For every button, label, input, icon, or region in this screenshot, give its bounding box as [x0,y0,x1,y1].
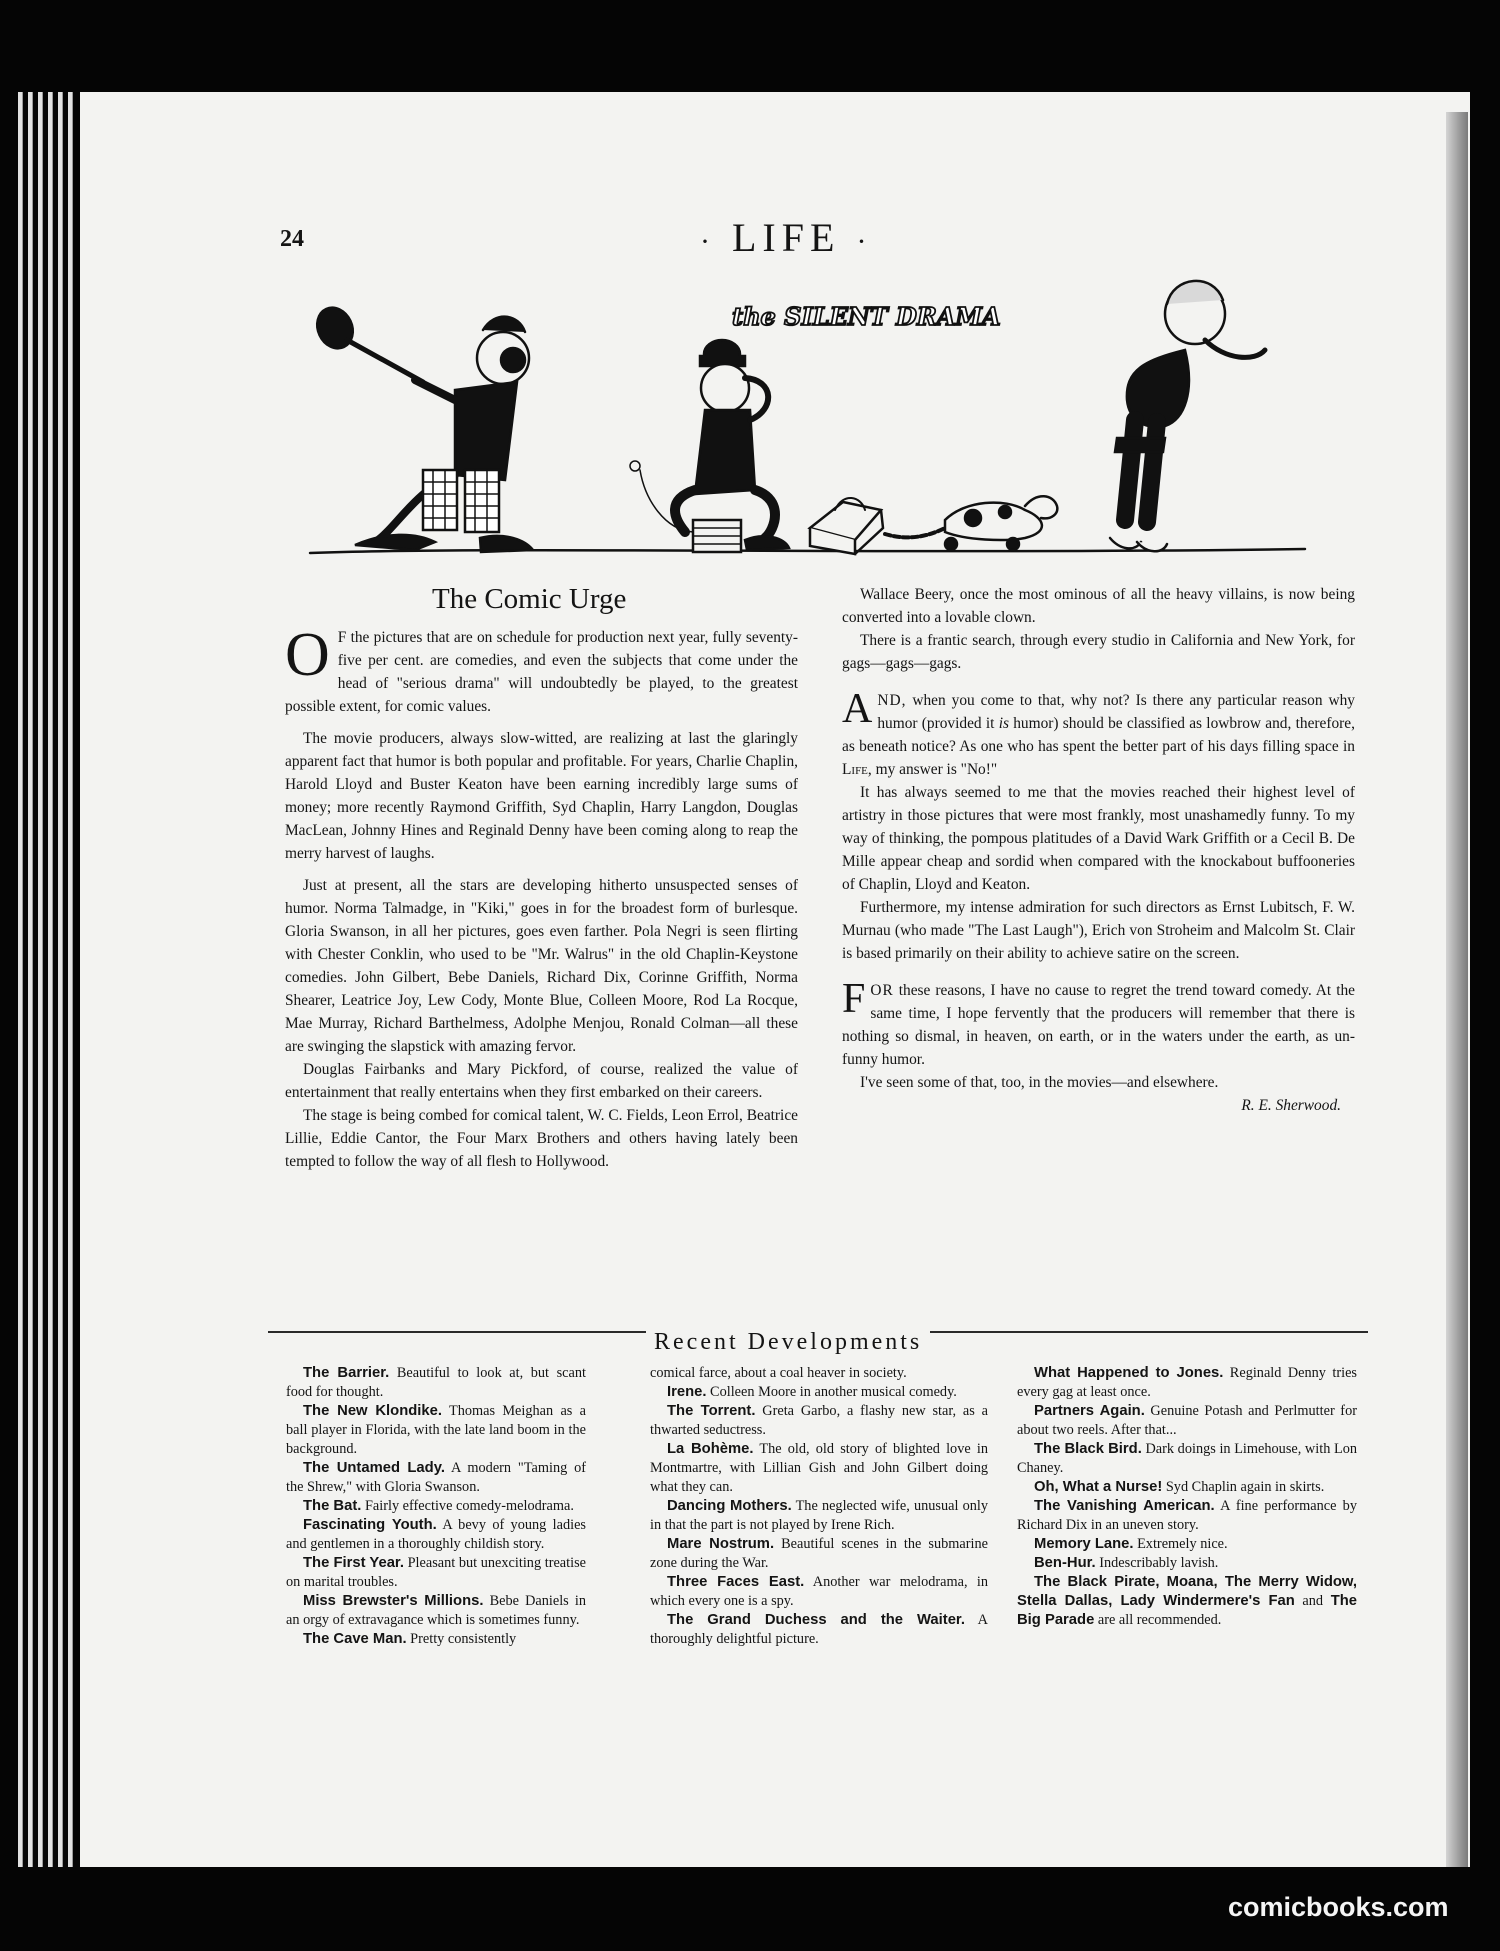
review-item [286,1630,586,1649]
review-film-title: Fascinating Youth. [303,1517,437,1533]
author-signature: R. E. Sherwood. [1241,1097,1341,1114]
page-number: 24 [280,226,304,252]
review-item [650,1364,988,1383]
review-film-title: The Untamed Lady. [303,1460,445,1476]
review-text: Greta Garbo, a flashy new star, as a thwarted seductress. [650,1403,988,1438]
review-text: A thoroughly delightful picture. [650,1612,988,1647]
recent-developments-title: Recent Developments [646,1329,930,1356]
review-film-title: The Bat. [303,1498,362,1514]
article-paragraph: Douglas Fairbanks and Mary Pickford, of course, realized the value of entertainment that really entertains when they first embarked on their careers. [285,1061,798,1101]
review-item [1017,1440,1357,1478]
drop-cap: O [285,621,330,689]
review-text: Bebe Daniels in an orgy of extravagance which is sometimes funny. [286,1593,586,1628]
review-text: Reginald Denny tries every gag at least once. [1017,1365,1357,1400]
review-text: Syd Chaplin again in skirts. [1162,1479,1325,1495]
review-item [650,1497,988,1535]
review-film-title: La Bohème. [667,1441,754,1457]
review-text: Beautiful to look at, but scant food for thought. [286,1365,586,1400]
article-title: The Comic Urge [432,583,627,615]
dog [945,496,1057,550]
review-item [286,1459,586,1497]
review-film-title: The Barrier. [303,1365,390,1381]
review-text: Indescribably lavish. [1095,1555,1219,1571]
review-film-title: Dancing Mothers. [667,1498,792,1514]
page-edge [68,92,73,1867]
review-text: comical farce, about a coal heaver in society. [650,1365,907,1381]
review-text: Another war melodrama, in which every one is a spy. [650,1574,988,1609]
review-item [650,1440,988,1497]
review-item [286,1402,586,1459]
review-item [286,1364,586,1402]
review-text: Fairly effective comedy-melodrama. [361,1498,574,1514]
article-column-right [842,583,1355,1117]
review-item [650,1535,988,1573]
review-film-title: Three Faces East. [667,1574,805,1590]
article-paragraph: Furthermore, my intense admiration for such directors as Ernst Lubitsch, F. W. Murnau (who made "The Last Laugh"), Erich von Stroheim and Malcolm St. Clair is based primarily on their ability to achieve satire on the screen. [842,899,1355,962]
review-text: Beautiful scenes in the submarine zone during the War. [650,1536,988,1571]
bowler-comedian [630,340,789,552]
drop-cap: A [842,686,873,732]
cartoon-illustration [305,270,1315,560]
review-text: The old, old story of blighted love in Montmartre, with Lillian Gish and John Gilbert doing what they can. [650,1441,988,1495]
article-paragraph: It has always seemed to me that the movies reached their highest level of artistry in those pictures that were most frankly, most unashamedly funny. To my way of thinking, the pompous platitudes of a David Wark Griffith or a Cecil B. De Mille appear cheap and sordid when compared with the knockabout buffooneries of Chaplin, Lloyd and Keaton. [842,784,1355,893]
review-text: A bevy of young ladies and gentlemen in a thoroughly childish story. [286,1517,586,1552]
article-paragraph: The stage is being combed for comical talent, W. C. Fields, Leon Errol, Beatrice Lillie, Eddie Cantor, the Four Marx Brothers and others having lately been tempted to follow the way of all flesh to Hollywood. [285,1107,798,1170]
toolbox [810,498,945,554]
article-paragraph: AND, when you come to that, why not? Is there any particular reason why humor (provided it is humor) should be classified as lowbrow and, therefore, as beneath notice? As one who has spent the better part of his days filling space in Life, my answer is "No!" [842,686,1355,778]
article-paragraph: There is a frantic search, through every studio in California and New York, for gags—gags—gags. [842,632,1355,672]
review-film-title: Ben-Hur. [1034,1555,1096,1571]
reviews-column-2 [650,1364,988,1649]
review-film-title: The Vanishing American. [1034,1498,1215,1514]
section-title-text: the SILENT DRAMA [732,302,1001,331]
page-edge [38,92,43,1867]
review-item [1017,1402,1357,1440]
review-item [1017,1364,1357,1402]
review-film-title: What Happened to Jones. [1034,1365,1224,1381]
review-item [286,1592,586,1630]
review-film-title: Partners Again. [1034,1403,1145,1419]
review-film-title: Irene. [667,1384,707,1400]
reviews-column-3 [1017,1364,1357,1630]
page-edge [48,92,53,1867]
article-paragraph: Just at present, all the stars are developing hitherto unsuspected senses of humor. Norma Talmadge, in "Kiki," goes in for the broadest form of burlesque. Gloria Swanson, in all her pictures, goes even farther. Pola Negri is seen flirting with Chester Conklin, who used to be "Mr. Walrus" in the old Chaplin-Keystone comedies. John Gilbert, Bebe Daniels, Richard Dix, Corinne Griffith, Norma Shearer, Leatrice Joy, Lew Cody, Monte Blue, Colleen Moore, Rod La Rocque, Mae Murray, Richard Barthelmess, Adolphe Menjou, Ronald Colman—all these are swinging the slapstick with amazing fervor. [285,877,798,1055]
review-item [286,1554,586,1592]
review-film-title: The Torrent. [667,1403,756,1419]
review-film-title: The First Year. [303,1555,404,1571]
review-item: The Black Pirate, Moana, The Merry Widow, Stella Dallas, Lady Windermere's Fan and The Big Parade are all recommended. [1017,1574,1357,1628]
review-text: Colleen Moore in another musical comedy. [706,1384,957,1400]
review-item [286,1516,586,1554]
review-film-title: The Grand Duchess and the Waiter. [667,1612,965,1628]
masthead: · LIFE · [700,215,873,260]
review-text: Thomas Meighan as a ball player in Florida, with the late land boom in the background. [286,1403,586,1457]
page-edge [58,92,63,1867]
article-column-left [285,621,798,1173]
article-paragraph: O F the pictures that are on schedule for production next year, fully seventy-five per cent. are comedies, and even the subjects that come under the head of "serious drama" will undoubtedly be played, to the greatest possible extent, for comic values. [285,621,798,715]
review-item [1017,1554,1357,1573]
review-film-title: Memory Lane. [1034,1536,1134,1552]
article-paragraph: Wallace Beery, once the most ominous of all the heavy villains, is now being converted into a lovable clown. [842,586,1355,626]
review-film-title: Mare Nostrum. [667,1536,775,1552]
review-item [650,1573,988,1611]
review-item [650,1383,988,1402]
review-text: Extremely nice. [1133,1536,1228,1552]
review-film-title: Oh, What a Nurse! [1034,1479,1163,1495]
review-item [1017,1478,1357,1497]
page-edge [18,92,23,1867]
review-item [650,1402,988,1440]
reviews-column-1 [286,1364,586,1649]
swimmer [1110,281,1265,551]
review-text: Pleasant but unexciting treatise on marital troubles. [286,1555,586,1590]
review-item [650,1611,988,1649]
review-film-title: The Cave Man. [303,1631,407,1647]
drop-cap: F [842,976,866,1022]
review-item [1017,1535,1357,1554]
article-paragraph: FOR these reasons, I have no cause to regret the trend toward comedy. At the same time, I hope fervently that the producers will remember that there is nothing so dismal, in heaven, on earth, or in the waters under the earth, as un-funny humor. [842,976,1355,1068]
review-item [286,1497,586,1516]
review-item [1017,1497,1357,1535]
review-text: Dark doings in Limehouse, with Lon Chaney. [1017,1441,1358,1476]
article-paragraph: I've seen some of that, too, in the movies—and elsewhere. [860,1074,1219,1091]
review-film-title: Miss Brewster's Millions. [303,1593,484,1609]
review-text: A fine performance by Richard Dix in an uneven story. [1017,1498,1357,1533]
review-text: Pretty consistently [406,1631,517,1647]
review-film-title: The Black Bird. [1034,1441,1142,1457]
review-text: A modern "Taming of the Shrew," with Gloria Swanson. [286,1460,586,1495]
review-film-title: The New Klondike. [303,1403,442,1419]
page-edge [28,92,33,1867]
article-paragraph: The movie producers, always slow-witted, are realizing at last the glaringly apparent fact that humor is both popular and profitable. For years, Charlie Chaplin, Harold Lloyd and Buster Keaton have been earning incredibly large sums of money; more recently Raymond Griffith, Syd Chaplin, Harry Langdon, Douglas MacLean, Johnny Hines and Reginald Denny have been coming along to reap the merry harvest of laughs. [285,730,798,862]
site-watermark: comicbooks.com [1228,1892,1449,1922]
review-text: The neglected wife, unusual only in that the part is not played by Irene Rich. [650,1498,988,1533]
mallet-comedian [311,302,533,552]
masthead-title: LIFE [732,215,841,260]
page-gutter [1446,112,1468,1867]
review-text: Genuine Potash and Perlmutter for about two reels. After that... [1017,1403,1357,1438]
